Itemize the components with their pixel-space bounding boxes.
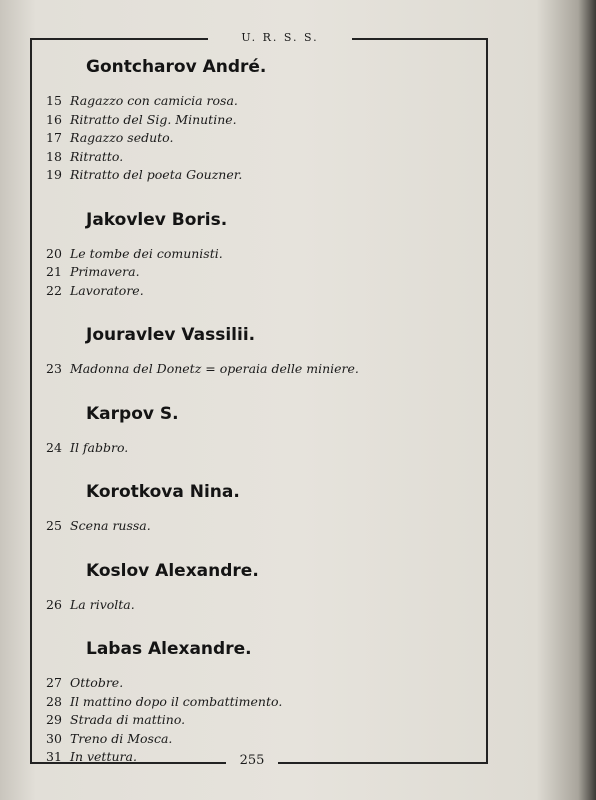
item-title: Strada di mattino. bbox=[70, 712, 186, 727]
item-title: La rivolta. bbox=[70, 596, 135, 612]
artist-name: Labas Alexandre. bbox=[86, 639, 252, 659]
catalogue-item bbox=[46, 693, 476, 712]
item-title: Il fabbro. bbox=[70, 439, 129, 455]
item-title: Treno di Mosca. bbox=[70, 730, 173, 746]
catalogue-item bbox=[46, 711, 476, 730]
catalogue-list bbox=[46, 52, 476, 771]
frame-top-right-rule bbox=[352, 38, 488, 40]
catalogue-item bbox=[46, 360, 476, 379]
item-title: Ragazzo seduto. bbox=[70, 130, 174, 145]
catalogue-item bbox=[46, 596, 476, 615]
item-title: Il mattino dopo il combattimento. bbox=[70, 693, 283, 709]
page-number: 255 bbox=[239, 753, 265, 768]
item-number: 16 bbox=[46, 111, 62, 127]
item-title: Ritratto del poeta Gouzner. bbox=[70, 167, 243, 182]
item-title: Madonna del Donetz = operaia delle miniere. bbox=[70, 361, 359, 376]
item-number: 26 bbox=[46, 596, 62, 612]
catalogue-item bbox=[46, 263, 476, 282]
item-title: Ritratto del Sig. Minutine. bbox=[70, 111, 237, 127]
item-number: 22 bbox=[46, 282, 62, 298]
item-title: In vettura. bbox=[70, 749, 137, 764]
item-number: 21 bbox=[46, 264, 62, 279]
catalogue-item bbox=[46, 111, 476, 130]
artist-entry bbox=[46, 477, 476, 552]
catalogue-item bbox=[46, 439, 476, 458]
item-number: 27 bbox=[46, 675, 62, 690]
item-number: 23 bbox=[46, 361, 62, 376]
frame-right-rule bbox=[486, 38, 488, 764]
item-number: 29 bbox=[46, 712, 62, 727]
item-title: Primavera. bbox=[70, 264, 140, 279]
catalogue-item bbox=[46, 129, 476, 148]
item-title: Scena russa. bbox=[70, 518, 151, 533]
item-number: 19 bbox=[46, 167, 62, 182]
artist-name: Jakovlev Boris. bbox=[86, 209, 228, 230]
artist-entry bbox=[46, 320, 476, 395]
item-title: Ottobre. bbox=[70, 675, 124, 690]
catalogue-item bbox=[46, 92, 476, 111]
artist-name: Jouravlev Vassilii. bbox=[86, 325, 256, 345]
artist-name: Gontcharov André. bbox=[86, 57, 267, 77]
catalogue-item bbox=[46, 166, 476, 185]
item-number: 20 bbox=[46, 245, 62, 261]
frame-left-rule bbox=[30, 38, 32, 764]
artist-entry bbox=[46, 399, 476, 474]
artist-name: Karpov S. bbox=[86, 403, 179, 424]
artist-entry bbox=[46, 205, 476, 317]
item-number: 30 bbox=[46, 730, 62, 746]
catalogue-item bbox=[46, 148, 476, 167]
item-title: Lavoratore. bbox=[70, 282, 144, 298]
frame-top-left-rule bbox=[30, 38, 208, 40]
item-number: 28 bbox=[46, 693, 62, 709]
catalogue-item bbox=[46, 730, 476, 749]
artist-entry bbox=[46, 556, 476, 631]
catalogue-item bbox=[46, 674, 476, 693]
item-number: 18 bbox=[46, 148, 62, 164]
item-number: 17 bbox=[46, 130, 62, 145]
catalogue-item bbox=[46, 245, 476, 264]
item-number: 31 bbox=[46, 749, 62, 764]
item-title: Ragazzo con camicia rosa. bbox=[70, 93, 238, 108]
artist-name: Koslov Alexandre. bbox=[86, 560, 259, 581]
artist-name: Korotkova Nina. bbox=[86, 482, 240, 502]
catalogue-item bbox=[46, 282, 476, 301]
catalogue-item bbox=[46, 517, 476, 536]
item-title: Le tombe dei comunisti. bbox=[70, 245, 223, 261]
item-number: 25 bbox=[46, 518, 62, 533]
item-title: Ritratto. bbox=[70, 148, 124, 164]
artist-entry bbox=[46, 52, 476, 201]
artist-entry bbox=[46, 634, 476, 767]
item-number: 15 bbox=[46, 93, 62, 108]
running-header: U. R. S. S. bbox=[241, 31, 319, 44]
item-number: 24 bbox=[46, 439, 62, 455]
